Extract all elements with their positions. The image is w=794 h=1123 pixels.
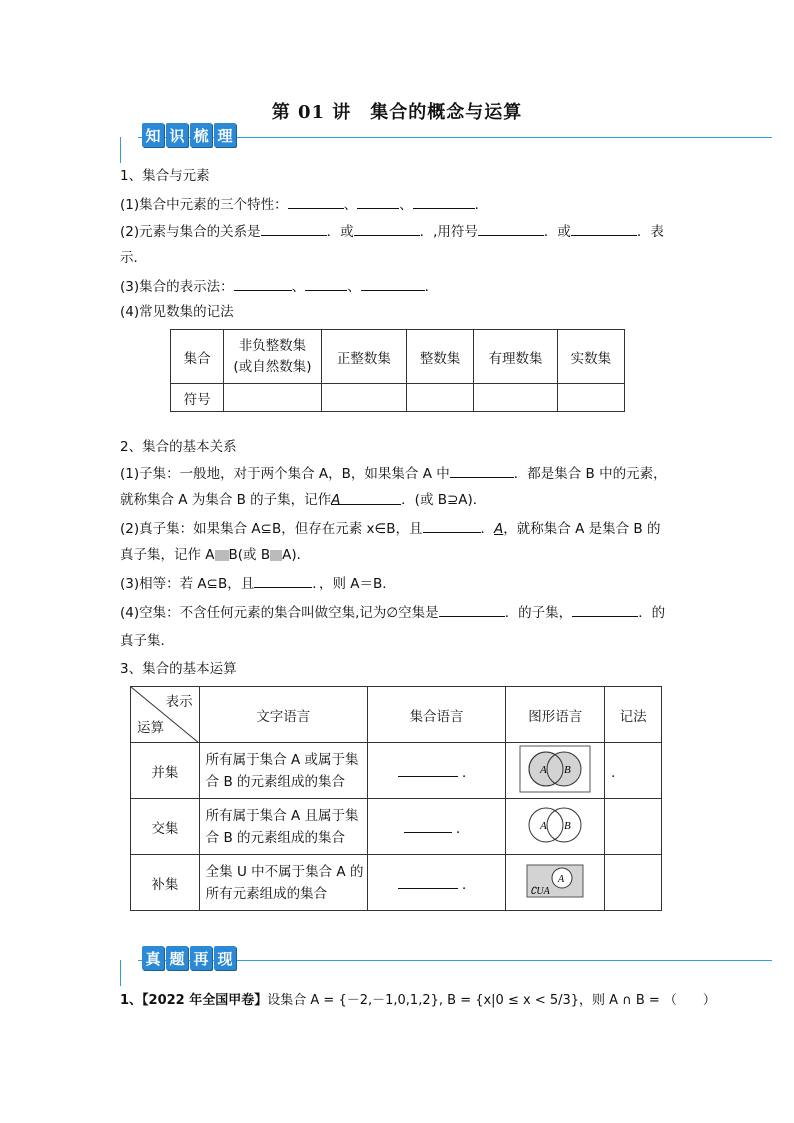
op-text-cell — [199, 855, 367, 911]
paragraph-2-4 — [120, 602, 665, 623]
text: B(或 B — [228, 547, 271, 563]
text: (1)集合中元素的三个特性： — [120, 197, 288, 213]
text: ． — [474, 197, 489, 213]
text: (1)子集：一般地，对于两个集合 A，B，如果集合 A 中 — [120, 466, 450, 482]
text: ．或 — [326, 224, 354, 240]
fill-blank[interactable] — [478, 221, 544, 236]
text: ．表 — [636, 224, 664, 240]
text: A — [331, 492, 341, 508]
table-cell[interactable] — [407, 384, 474, 412]
page-title: 第 01 讲 集合的概念与运算 — [271, 102, 523, 123]
venn-union-cell — [506, 743, 605, 799]
paragraph-2-3 — [120, 573, 387, 594]
text: (4)空集：不含任何元素的集合叫做空集,记为∅空集是 — [120, 605, 439, 621]
question-source: 【2022 年全国甲卷】 — [142, 993, 268, 1008]
venn-intersection-diagram — [519, 801, 591, 849]
fill-blank[interactable] — [357, 194, 399, 209]
banner-hook — [120, 137, 121, 163]
fill-blank[interactable] — [361, 276, 425, 291]
table-header: 整数集 — [407, 330, 474, 384]
text: ．的 — [638, 605, 666, 621]
text: 所有元素组成的集合 — [205, 885, 328, 902]
paragraph-1-1 — [120, 194, 488, 215]
fill-blank[interactable] — [572, 602, 638, 617]
table-cell[interactable] — [224, 384, 321, 412]
text: 真子集，记作 A — [120, 547, 215, 563]
text: (3)集合的表示法： — [120, 279, 234, 295]
text: ．，则 A＝B. — [312, 576, 387, 592]
fill-blank[interactable] — [398, 874, 458, 889]
text: 就称集合 A 为集合 B 的子集，记作 — [120, 492, 332, 508]
table-cell[interactable] — [474, 384, 557, 412]
fill-blank[interactable] — [305, 276, 347, 291]
text: A — [494, 521, 504, 537]
text: ． — [461, 764, 476, 781]
banner-char: 知 — [142, 123, 164, 147]
fill-blank[interactable] — [254, 573, 312, 588]
paragraph-2-1-cont — [120, 490, 486, 510]
table-header — [224, 330, 321, 384]
fill-blank[interactable] — [413, 194, 475, 209]
text: ，就称集合 A 是集合 B 的 — [503, 521, 661, 537]
subset-symbol-icon — [215, 550, 229, 561]
text: 、 — [347, 279, 361, 295]
op-text-cell — [199, 743, 367, 799]
table-cell[interactable] — [557, 384, 624, 412]
text: ．,用符号 — [419, 224, 478, 240]
venn-intersection-cell — [506, 799, 605, 855]
venn-union-diagram — [519, 745, 591, 793]
table-header: 集合 — [171, 330, 224, 384]
venn-label-b: B — [564, 763, 571, 776]
op-name: 补集 — [131, 855, 200, 911]
text: 非负整数集 — [238, 337, 307, 354]
text: ．都是集合 B 中的元素， — [513, 466, 667, 482]
notation-cell: ． — [605, 743, 662, 799]
text: ．或 — [543, 224, 571, 240]
fill-blank[interactable] — [288, 194, 344, 209]
set-operations-table — [130, 686, 662, 911]
paragraph-2-2 — [120, 518, 660, 539]
table-header: 集合语言 — [367, 687, 506, 743]
paragraph-2-1 — [120, 463, 667, 484]
table-header: 文字语言 — [199, 687, 367, 743]
text: 所有属于集合 A 或属于集 — [205, 751, 359, 768]
corner-label-bottom: 运算 — [137, 720, 164, 736]
text: 合 B 的元素组成的集合 — [205, 829, 346, 846]
fill-blank[interactable] — [354, 221, 420, 236]
paragraph-1-3 — [120, 276, 438, 297]
op-text-cell — [199, 799, 367, 855]
fill-blank[interactable] — [261, 221, 327, 236]
text: ． — [461, 876, 476, 893]
fill-blank[interactable] — [404, 818, 452, 833]
set-language-cell — [367, 855, 506, 911]
fill-blank[interactable] — [423, 518, 481, 533]
op-name: 交集 — [131, 799, 200, 855]
section-heading-2: 2、集合的基本关系 — [120, 439, 237, 455]
text: (2)真子集：如果集合 A⊆B，但存在元素 x∈B，且 — [120, 521, 423, 537]
text: (3)相等：若 A⊆B，且 — [120, 576, 255, 592]
venn-complement-diagram — [519, 861, 591, 901]
venn-complement-cell — [506, 855, 605, 911]
op-name: 并集 — [131, 743, 200, 799]
banner-hook — [120, 960, 121, 986]
text: ． — [424, 279, 439, 295]
paragraph-2-4-cont: 真子集． — [120, 633, 174, 649]
superset-symbol-icon — [270, 550, 282, 561]
set-language-cell — [367, 743, 506, 799]
venn-label-a: A — [540, 763, 547, 776]
corner-label-top: 表示 — [165, 694, 193, 710]
text: 、 — [399, 197, 413, 213]
text: A)． — [282, 547, 311, 563]
banner-char: 梳 — [190, 123, 212, 147]
paragraph-1-2 — [120, 221, 664, 242]
question-number: 1、 — [120, 993, 143, 1008]
fill-blank[interactable] — [439, 602, 505, 617]
table-header: 图形语言 — [506, 687, 605, 743]
text: 全集 U 中不属于集合 A 的 — [205, 863, 364, 880]
banner-char: 题 — [166, 946, 188, 970]
table-cell[interactable] — [321, 384, 406, 412]
text: 、 — [343, 197, 358, 213]
text: (2)元素与集合的关系是 — [120, 224, 261, 240]
paragraph-1-4: (4)常见数集的记法 — [120, 304, 234, 320]
venn-label-a: A — [558, 873, 565, 885]
paragraph-2-2-cont — [120, 545, 310, 565]
text: (或自然数集) — [233, 358, 312, 375]
section-heading-1: 1、集合与元素 — [120, 168, 210, 184]
section-heading-3: 3、集合的基本运算 — [120, 661, 237, 677]
notation-cell — [605, 855, 662, 911]
fill-blank[interactable] — [450, 463, 514, 478]
number-set-table — [170, 329, 625, 412]
fill-blank[interactable] — [571, 221, 637, 236]
text: ． — [455, 820, 470, 837]
table-header: 实数集 — [557, 330, 624, 384]
section-banner-real-questions — [120, 946, 772, 976]
question-1 — [120, 991, 716, 1011]
complement-label: ∁UA — [530, 885, 550, 897]
table-corner-cell — [131, 687, 200, 743]
fill-blank[interactable] — [234, 276, 292, 291]
venn-label-a: A — [540, 819, 547, 832]
text: 合 B 的元素组成的集合 — [205, 773, 346, 790]
banner-char: 再 — [190, 946, 212, 970]
table-header: 正整数集 — [321, 330, 406, 384]
section-banner-knowledge — [120, 123, 772, 153]
set-language-cell — [367, 799, 506, 855]
question-text: 设集合 A = {－2,－1,0,1,2}, B = {x|0 ≤ x < 5/3}，则 A ∩ B = （ ） — [267, 993, 716, 1008]
notation-cell — [605, 799, 662, 855]
table-cell: 符号 — [171, 384, 224, 412]
banner-char: 真 — [142, 946, 164, 970]
fill-blank[interactable] — [398, 762, 458, 777]
table-header: 记法 — [605, 687, 662, 743]
text: 、 — [291, 279, 306, 295]
banner-char: 理 — [214, 123, 236, 147]
text: 所有属于集合 A 且属于集 — [205, 807, 359, 824]
text: ． — [480, 521, 495, 537]
text: ．(或 B⊇A)． — [401, 492, 487, 508]
banner-char: 识 — [166, 123, 188, 147]
text: ．的子集， — [504, 605, 573, 621]
paragraph-1-2-cont: 示． — [120, 250, 147, 266]
venn-label-b: B — [564, 819, 571, 832]
banner-char: 现 — [214, 946, 236, 970]
fill-blank[interactable] — [331, 490, 401, 508]
table-header: 有理数集 — [474, 330, 557, 384]
